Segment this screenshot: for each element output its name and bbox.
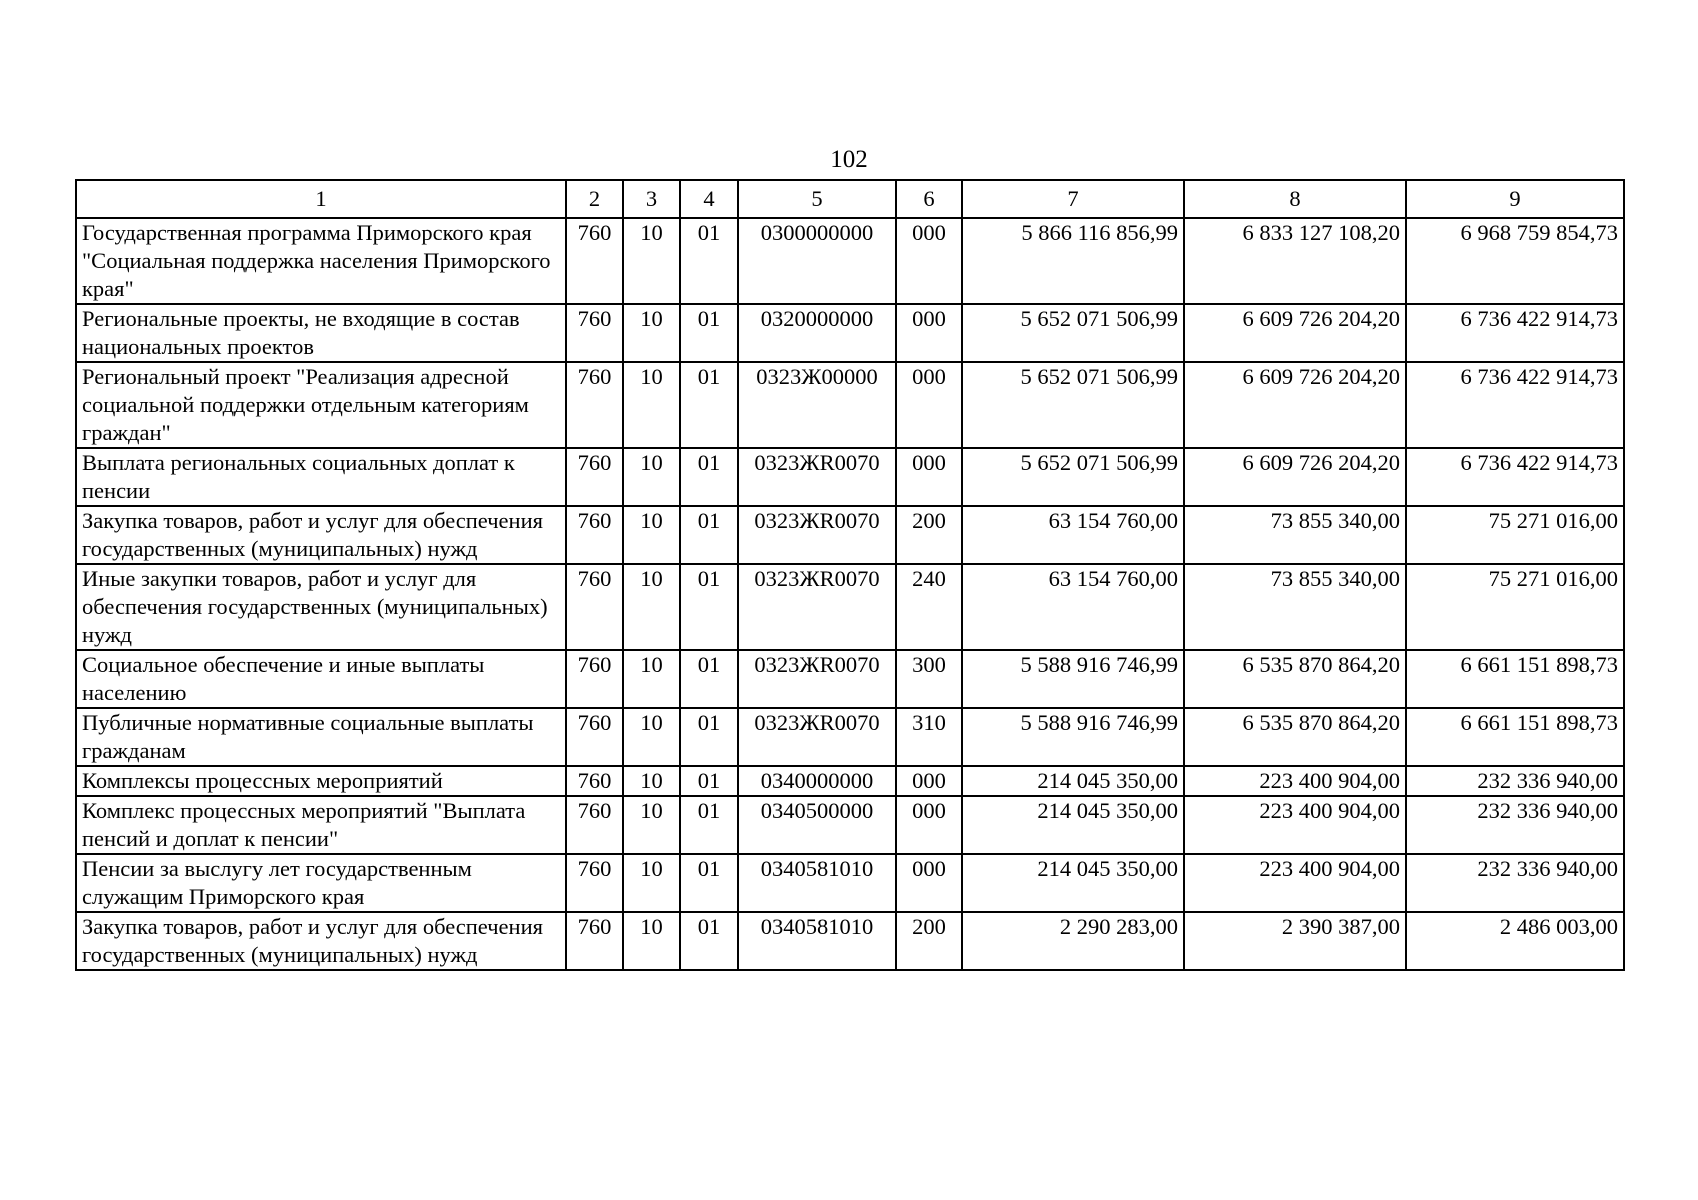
table-row — [76, 564, 1624, 650]
chapter-code-cell: 760 — [566, 564, 623, 650]
expense-type-cell: 000 — [896, 854, 962, 912]
chapter-code-cell: 760 — [566, 766, 623, 796]
section-code-cell: 10 — [623, 218, 680, 304]
header-cell: 9 — [1406, 180, 1624, 218]
target-article-cell: 0323ЖR0070 — [738, 708, 896, 766]
amount-col7-cell: 63 154 760,00 — [962, 506, 1184, 564]
amount-col7-cell: 5 588 916 746,99 — [962, 708, 1184, 766]
target-article-cell: 0340000000 — [738, 766, 896, 796]
amount-col7-cell: 63 154 760,00 — [962, 564, 1184, 650]
subsection-code-cell: 01 — [680, 854, 738, 912]
amount-col7-cell: 2 290 283,00 — [962, 912, 1184, 970]
amount-col8-cell: 6 833 127 108,20 — [1184, 218, 1406, 304]
table-row — [76, 854, 1624, 912]
target-article-cell: 0340581010 — [738, 854, 896, 912]
table-row — [76, 218, 1624, 304]
table-row — [76, 304, 1624, 362]
header-cell: 5 — [738, 180, 896, 218]
row-name-cell: Комплексы процессных мероприятий — [76, 766, 566, 796]
section-code-cell: 10 — [623, 796, 680, 854]
chapter-code-cell: 760 — [566, 854, 623, 912]
amount-col9-cell: 2 486 003,00 — [1406, 912, 1624, 970]
subsection-code-cell: 01 — [680, 564, 738, 650]
header-row — [76, 180, 1624, 218]
expense-type-cell: 000 — [896, 304, 962, 362]
target-article-cell: 0340581010 — [738, 912, 896, 970]
section-code-cell: 10 — [623, 912, 680, 970]
row-name-cell: Закупка товаров, работ и услуг для обеспечения государственных (муниципальных) нужд — [76, 912, 566, 970]
table-row — [76, 796, 1624, 854]
subsection-code-cell: 01 — [680, 912, 738, 970]
section-code-cell: 10 — [623, 564, 680, 650]
row-name-cell: Государственная программа Приморского края "Социальная поддержка населения Приморского края" — [76, 218, 566, 304]
table-row — [76, 506, 1624, 564]
table-row — [76, 708, 1624, 766]
amount-col9-cell: 6 736 422 914,73 — [1406, 448, 1624, 506]
section-code-cell: 10 — [623, 854, 680, 912]
amount-col8-cell: 223 400 904,00 — [1184, 766, 1406, 796]
row-name-cell: Региональный проект "Реализация адресной социальной поддержки отдельным категориям граждан" — [76, 362, 566, 448]
subsection-code-cell: 01 — [680, 304, 738, 362]
header-cell: 8 — [1184, 180, 1406, 218]
amount-col9-cell: 6 736 422 914,73 — [1406, 304, 1624, 362]
subsection-code-cell: 01 — [680, 506, 738, 564]
header-cell: 6 — [896, 180, 962, 218]
section-code-cell: 10 — [623, 304, 680, 362]
table-row — [76, 362, 1624, 448]
amount-col7-cell: 5 652 071 506,99 — [962, 304, 1184, 362]
target-article-cell: 0323ЖR0070 — [738, 650, 896, 708]
target-article-cell: 0323ЖR0070 — [738, 506, 896, 564]
target-article-cell: 0320000000 — [738, 304, 896, 362]
chapter-code-cell: 760 — [566, 362, 623, 448]
amount-col7-cell: 214 045 350,00 — [962, 854, 1184, 912]
amount-col8-cell: 223 400 904,00 — [1184, 854, 1406, 912]
chapter-code-cell: 760 — [566, 506, 623, 564]
amount-col9-cell: 75 271 016,00 — [1406, 564, 1624, 650]
header-cell: 2 — [566, 180, 623, 218]
chapter-code-cell: 760 — [566, 218, 623, 304]
target-article-cell: 0340500000 — [738, 796, 896, 854]
row-name-cell: Комплекс процессных мероприятий "Выплата пенсий и доплат к пенсии" — [76, 796, 566, 854]
amount-col8-cell: 73 855 340,00 — [1184, 564, 1406, 650]
subsection-code-cell: 01 — [680, 708, 738, 766]
row-name-cell: Региональные проекты, не входящие в состав национальных проектов — [76, 304, 566, 362]
chapter-code-cell: 760 — [566, 708, 623, 766]
table-body — [76, 218, 1624, 970]
amount-col7-cell: 5 588 916 746,99 — [962, 650, 1184, 708]
amount-col8-cell: 6 609 726 204,20 — [1184, 362, 1406, 448]
target-article-cell: 0323ЖR0070 — [738, 564, 896, 650]
amount-col8-cell: 223 400 904,00 — [1184, 796, 1406, 854]
budget-table — [75, 179, 1625, 971]
amount-col9-cell: 6 736 422 914,73 — [1406, 362, 1624, 448]
row-name-cell: Иные закупки товаров, работ и услуг для обеспечения государственных (муниципальных) нужд — [76, 564, 566, 650]
amount-col7-cell: 5 652 071 506,99 — [962, 362, 1184, 448]
row-name-cell: Выплата региональных социальных доплат к пенсии — [76, 448, 566, 506]
amount-col7-cell: 214 045 350,00 — [962, 796, 1184, 854]
amount-col7-cell: 214 045 350,00 — [962, 766, 1184, 796]
amount-col8-cell: 6 609 726 204,20 — [1184, 304, 1406, 362]
amount-col8-cell: 6 535 870 864,20 — [1184, 650, 1406, 708]
expense-type-cell: 000 — [896, 766, 962, 796]
chapter-code-cell: 760 — [566, 448, 623, 506]
expense-type-cell: 000 — [896, 218, 962, 304]
table-row — [76, 448, 1624, 506]
section-code-cell: 10 — [623, 708, 680, 766]
header-cell: 1 — [76, 180, 566, 218]
amount-col9-cell: 232 336 940,00 — [1406, 796, 1624, 854]
amount-col8-cell: 6 609 726 204,20 — [1184, 448, 1406, 506]
target-article-cell: 0323Ж00000 — [738, 362, 896, 448]
row-name-cell: Публичные нормативные социальные выплаты гражданам — [76, 708, 566, 766]
amount-col9-cell: 6 968 759 854,73 — [1406, 218, 1624, 304]
expense-type-cell: 310 — [896, 708, 962, 766]
header-cell: 4 — [680, 180, 738, 218]
subsection-code-cell: 01 — [680, 218, 738, 304]
row-name-cell: Закупка товаров, работ и услуг для обеспечения государственных (муниципальных) нужд — [76, 506, 566, 564]
chapter-code-cell: 760 — [566, 304, 623, 362]
expense-type-cell: 300 — [896, 650, 962, 708]
amount-col8-cell: 73 855 340,00 — [1184, 506, 1406, 564]
amount-col9-cell: 232 336 940,00 — [1406, 854, 1624, 912]
subsection-code-cell: 01 — [680, 448, 738, 506]
chapter-code-cell: 760 — [566, 796, 623, 854]
header-cell: 7 — [962, 180, 1184, 218]
row-name-cell: Социальное обеспечение и иные выплаты населению — [76, 650, 566, 708]
chapter-code-cell: 760 — [566, 912, 623, 970]
amount-col8-cell: 2 390 387,00 — [1184, 912, 1406, 970]
section-code-cell: 10 — [623, 448, 680, 506]
target-article-cell: 0323ЖR0070 — [738, 448, 896, 506]
amount-col7-cell: 5 866 116 856,99 — [962, 218, 1184, 304]
expense-type-cell: 000 — [896, 448, 962, 506]
expense-type-cell: 200 — [896, 506, 962, 564]
subsection-code-cell: 01 — [680, 766, 738, 796]
table-row — [76, 766, 1624, 796]
amount-col9-cell: 75 271 016,00 — [1406, 506, 1624, 564]
section-code-cell: 10 — [623, 650, 680, 708]
chapter-code-cell: 760 — [566, 650, 623, 708]
amount-col9-cell: 6 661 151 898,73 — [1406, 708, 1624, 766]
subsection-code-cell: 01 — [680, 650, 738, 708]
section-code-cell: 10 — [623, 766, 680, 796]
expense-type-cell: 200 — [896, 912, 962, 970]
amount-col9-cell: 232 336 940,00 — [1406, 766, 1624, 796]
amount-col8-cell: 6 535 870 864,20 — [1184, 708, 1406, 766]
section-code-cell: 10 — [623, 362, 680, 448]
header-cell: 3 — [623, 180, 680, 218]
section-code-cell: 10 — [623, 506, 680, 564]
amount-col7-cell: 5 652 071 506,99 — [962, 448, 1184, 506]
amount-col9-cell: 6 661 151 898,73 — [1406, 650, 1624, 708]
target-article-cell: 0300000000 — [738, 218, 896, 304]
row-name-cell: Пенсии за выслугу лет государственным служащим Приморского края — [76, 854, 566, 912]
table-row — [76, 912, 1624, 970]
expense-type-cell: 000 — [896, 796, 962, 854]
table-row — [76, 650, 1624, 708]
page-number: 102 — [830, 146, 868, 173]
subsection-code-cell: 01 — [680, 796, 738, 854]
expense-type-cell: 240 — [896, 564, 962, 650]
expense-type-cell: 000 — [896, 362, 962, 448]
subsection-code-cell: 01 — [680, 362, 738, 448]
